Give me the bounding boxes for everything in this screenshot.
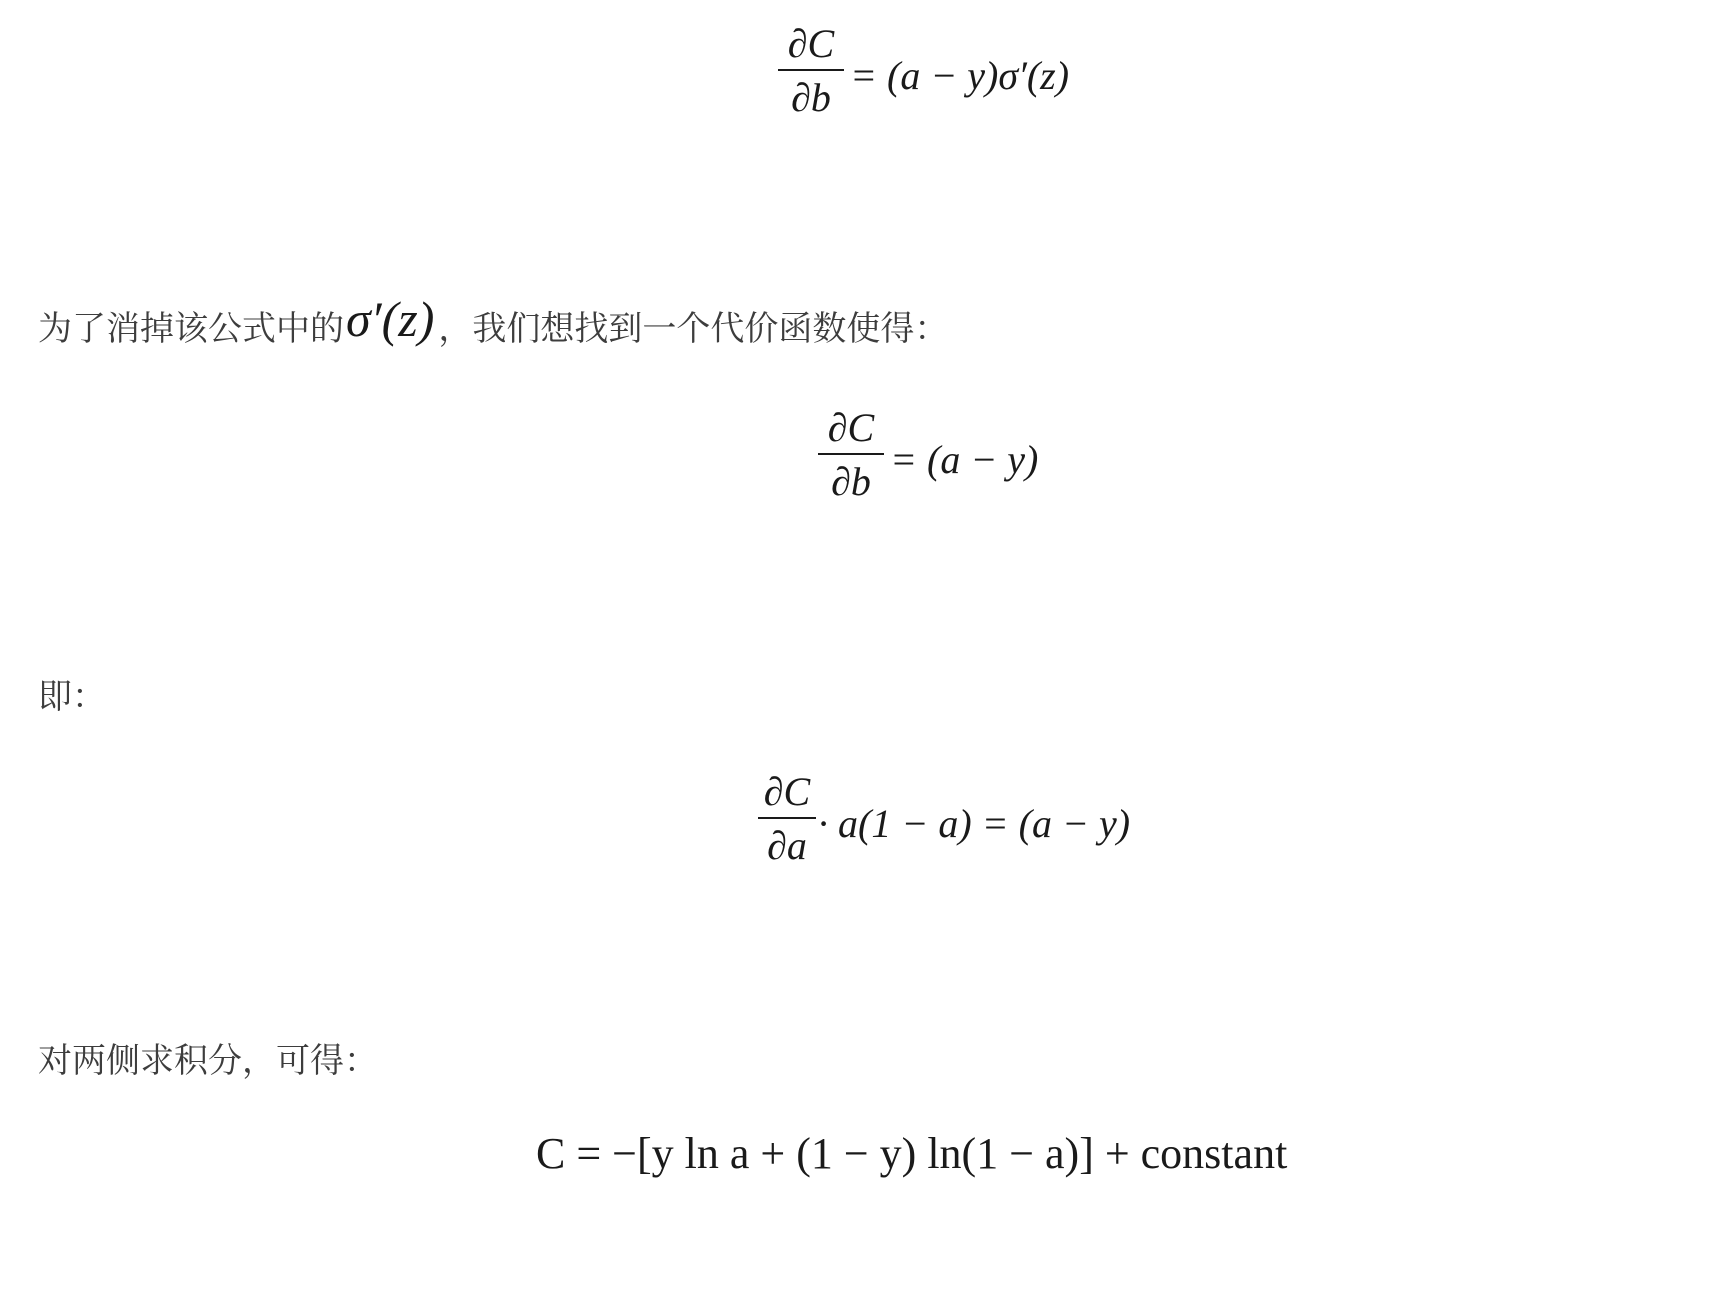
- paragraph-1: [38, 290, 948, 354]
- eq3-numerator: ∂C: [763, 769, 811, 814]
- eq1-numerator: ∂C: [787, 21, 835, 66]
- eq2-fraction: [818, 406, 884, 504]
- equation-4: C = −[y ln a + (1 − y) ln(1 − a)] + constant: [536, 1129, 1288, 1178]
- paragraph-3: 对两侧求积分，可得：: [38, 1041, 378, 1081]
- eq1-fraction: [778, 22, 844, 120]
- eq1-fraction-bar: [778, 69, 844, 71]
- paragraph-2: 即：: [38, 677, 106, 717]
- eq3-rhs: · a(1 − a) = (a − y): [818, 801, 1131, 846]
- eq1-rhs: = (a − y)σ′(z): [850, 53, 1070, 98]
- eq2-denominator: ∂b: [831, 459, 871, 504]
- eq2-rhs: = (a − y): [890, 437, 1039, 482]
- eq2-numerator: ∂C: [827, 405, 875, 450]
- paragraph-1-text-after: ，我们想找到一个代价函数使得：: [438, 309, 949, 349]
- eq3-denominator: ∂a: [767, 823, 807, 868]
- eq2-fraction-bar: [818, 453, 884, 455]
- eq3-fraction-bar: [758, 817, 816, 819]
- paragraph-1-text-before: 为了消掉该公式中的: [38, 309, 344, 349]
- eq1-denominator: ∂b: [791, 75, 831, 120]
- inline-math-sigma-prime: σ′(z): [346, 291, 435, 347]
- eq3-fraction: [758, 770, 816, 868]
